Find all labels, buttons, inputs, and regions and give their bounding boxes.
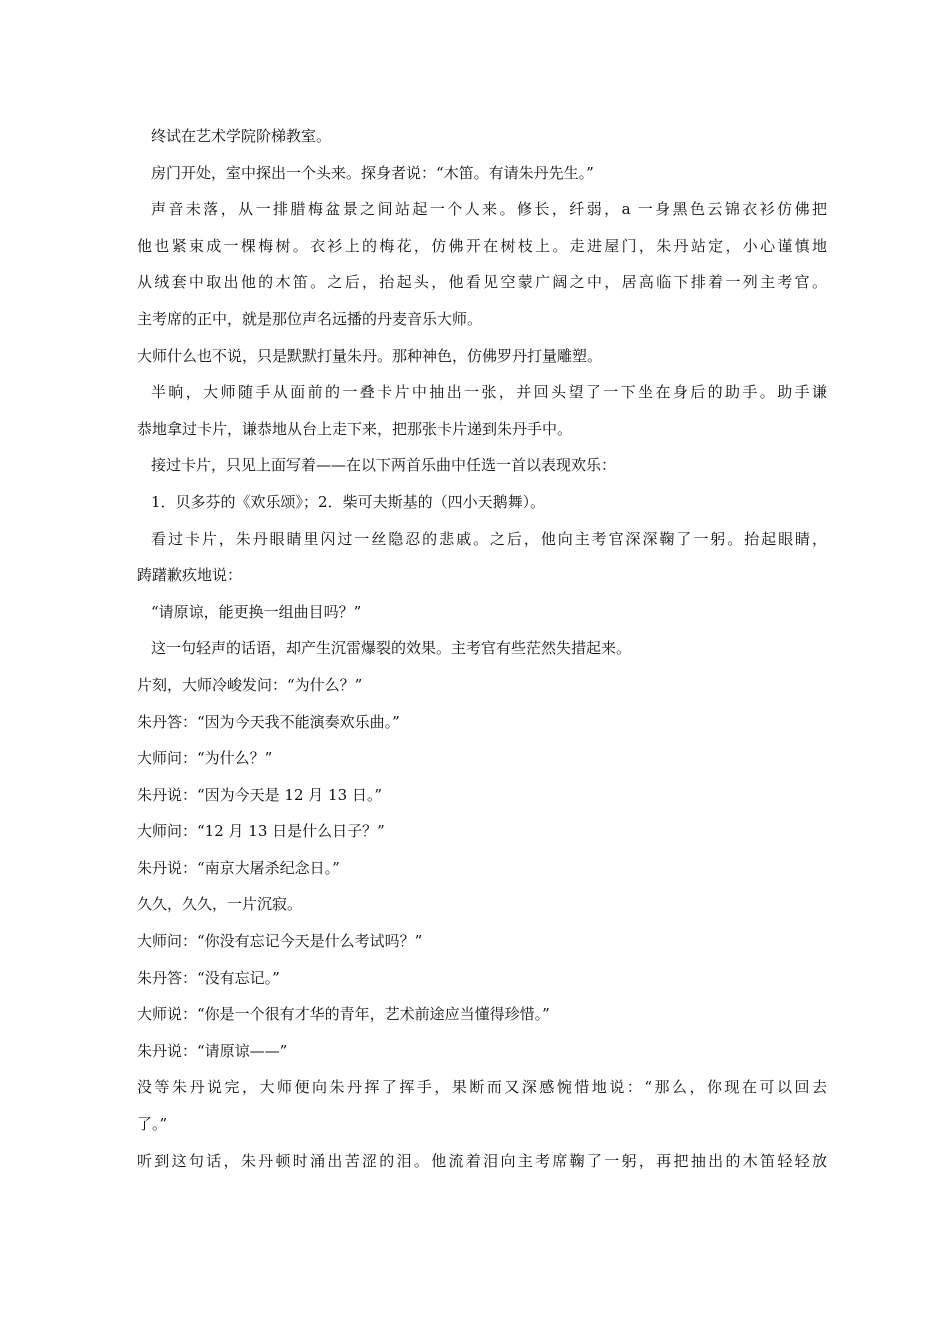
text-line: 主考席的正中，就是那位声名远播的丹麦音乐大师。 xyxy=(137,309,483,328)
text-line: “请原谅，能更换一组曲目吗？” xyxy=(151,602,362,621)
text-line: 大师问：“12 月 13 日是什么日子？” xyxy=(137,822,385,841)
text-line: 大师问：“为什么？” xyxy=(137,749,273,768)
text-line: 踌躇歉疚地说： xyxy=(137,566,243,585)
text-line: 房门开处，室中探出一个头来。探身者说：“木笛。有请朱丹先生。” xyxy=(151,163,594,182)
text-line: 朱丹说：“南京大屠杀纪念日。” xyxy=(137,858,340,877)
text-line: 了。” xyxy=(137,1115,168,1134)
text-line: 朱丹答：“因为今天我不能演奏欢乐曲。” xyxy=(137,712,400,731)
text-line: 恭地拿过卡片，谦恭地从台上走下来，把那张卡片递到朱丹手中。 xyxy=(137,419,573,438)
text-line: 终试在艺术学院阶梯教室。 xyxy=(151,127,332,145)
text-line: 朱丹说：“因为今天是 12 月 13 日。” xyxy=(137,785,383,804)
text-line: 这一句轻声的话语，却产生沉雷爆裂的效果。主考官有些茫然失措起来。 xyxy=(151,639,632,658)
text-line: 接过卡片，只见上面写着——在以下两首乐曲中任选一首以表现欢乐： xyxy=(151,456,617,475)
text-line: 1．贝多芬的《欢乐颂》；2．柴可夫斯基的（四小天鹅舞）。 xyxy=(151,492,546,511)
text-line: 看过卡片，朱丹眼睛里闪过一丝隐忍的悲戚。之后，他向主考官深深鞠了一躬。抬起眼睛， xyxy=(151,529,827,548)
text-line: 久久，久久，一片沉寂。 xyxy=(137,895,303,914)
text-line: 大师什么也不说，只是默默打量朱丹。那种神色，仿佛罗丹打量雕塑。 xyxy=(137,346,603,365)
text-line: 没等朱丹说完，大师便向朱丹挥了挥手，果断而又深感惋惜地说：“那么，你现在可以回去 xyxy=(137,1078,827,1097)
text-line: 朱丹说：“请原谅——” xyxy=(137,1041,288,1060)
text-line: 朱丹答：“没有忘记。” xyxy=(137,968,280,987)
text-line: 片刻，大师冷峻发问：“为什么？” xyxy=(137,675,363,694)
document-body xyxy=(137,118,827,1179)
text-line: 大师说：“你是一个很有才华的青年，艺术前途应当懂得珍惜。” xyxy=(137,1005,550,1024)
text-line: 从绒套中取出他的木笛。之后，抬起头，他看见空蒙广阔之中，居高临下排着一列主考官。 xyxy=(137,273,827,292)
text-line: 听到这句话，朱丹顿时涌出苦涩的泪。他流着泪向主考席鞠了一躬，再把抽出的木笛轻轻放 xyxy=(137,1151,827,1170)
text-line: 半晌，大师随手从面前的一叠卡片中抽出一张，并回头望了一下坐在身后的助手。助手谦 xyxy=(151,383,827,402)
text-line: 声音未落，从一排腊梅盆景之间站起一个人来。修长，纤弱，a 一身黑色云锦衣衫仿佛把 xyxy=(151,200,827,219)
text-line: 他也紧束成一棵梅树。衣衫上的梅花，仿佛开在树枝上。走进屋门，朱丹站定，小心谨慎地 xyxy=(137,236,827,255)
text-line: 大师问：“你没有忘记今天是什么考试吗？” xyxy=(137,932,423,951)
